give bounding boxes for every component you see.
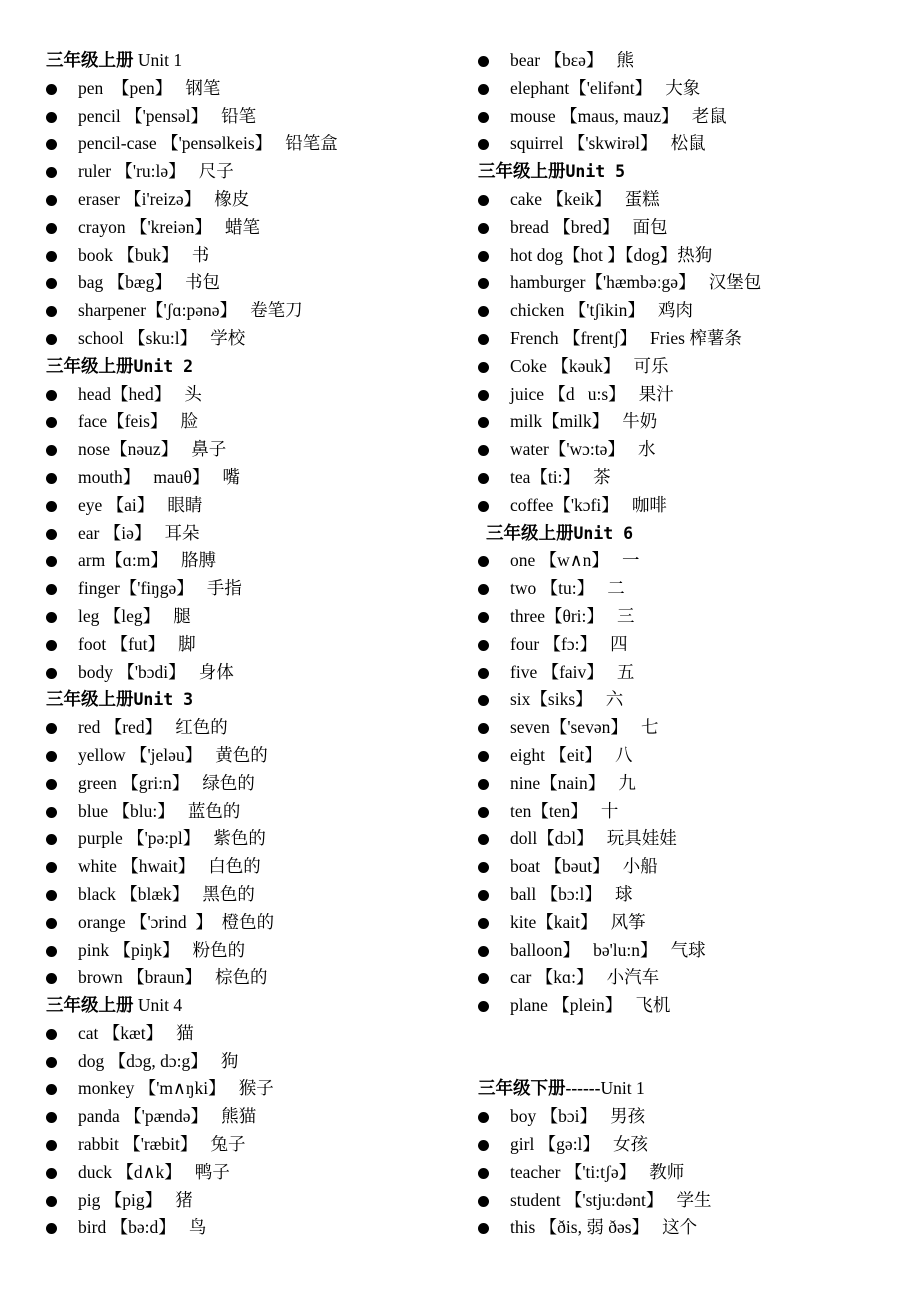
vocab-item-text: face【feis】 脸: [78, 411, 199, 432]
vocab-item-text: red 【red】 红色的: [78, 717, 228, 738]
vocab-column-right: [478, 47, 908, 1242]
bullet-icon: [46, 1029, 57, 1040]
bullet-icon: [46, 918, 57, 929]
vocab-item: [478, 242, 908, 270]
bullet-icon: [478, 306, 489, 317]
bullet-icon: [478, 501, 489, 512]
vocab-item: [478, 47, 908, 75]
unit-heading: [478, 1075, 908, 1103]
vocab-item-text: girl 【gə:l】 女孩: [510, 1134, 649, 1155]
bullet-icon: [46, 973, 57, 984]
vocab-item-text: boy 【bɔi】 男孩: [510, 1106, 646, 1127]
vocab-item: [46, 242, 466, 270]
vocab-item: [46, 1020, 466, 1048]
bullet-icon: [46, 890, 57, 901]
vocab-item: [46, 103, 466, 131]
vocab-item-text: ear 【iə】 耳朵: [78, 522, 200, 543]
bullet-icon: [46, 723, 57, 734]
vocab-item-text: ball 【bɔ:l】 球: [510, 883, 633, 904]
unit-heading-grade: 三年级上册: [46, 995, 134, 1016]
bullet-icon: [46, 862, 57, 873]
vocab-item-text: milk【milk】 牛奶: [510, 411, 658, 432]
vocab-item-text: elephant【'elifənt】 大象: [510, 77, 701, 98]
vocab-item-text: kite【kait】 风筝: [510, 911, 646, 932]
vocab-item-text: bear 【bεə】 熊: [510, 50, 634, 70]
vocab-item: [46, 1131, 466, 1159]
vocab-item-text: leg 【leg】 腿: [78, 605, 191, 626]
vocab-item: [46, 214, 466, 242]
bullet-icon: [46, 390, 57, 401]
vocab-item: [478, 408, 908, 436]
bullet-icon: [478, 862, 489, 873]
vocab-item-text: one 【w∧n】 一: [510, 550, 640, 571]
bullet-icon: [46, 278, 57, 289]
vocab-item: [478, 853, 908, 881]
vocab-item: [478, 937, 908, 965]
bullet-icon: [46, 445, 57, 456]
bullet-icon: [478, 1140, 489, 1151]
vocab-item-text: pig 【pig】 猪: [78, 1189, 193, 1210]
vocab-item-text: student 【'stju:dənt】 学生: [510, 1189, 712, 1210]
bullet-icon: [46, 1057, 57, 1068]
vocab-item: [46, 1103, 466, 1131]
unit-heading-grade: 三年级上册: [46, 50, 134, 70]
vocab-item: [46, 269, 466, 297]
vocab-item-text: pencil 【'pensəl】 铅笔: [78, 105, 257, 126]
vocab-item-text: plane 【plein】 飞机: [510, 995, 671, 1016]
vocab-item-text: finger【'fiŋgə】 手指: [78, 578, 242, 599]
vocab-item-text: sharpener【'ʃɑ:pənə】 卷笔刀: [78, 300, 303, 321]
vocab-item: [46, 825, 466, 853]
bullet-icon: [478, 890, 489, 901]
bullet-icon: [46, 946, 57, 957]
bullet-icon: [46, 417, 57, 428]
vocab-item: [478, 130, 908, 158]
vocab-item-text: book 【buk】 书: [78, 244, 210, 265]
vocab-item: [478, 1131, 908, 1159]
bullet-icon: [478, 56, 489, 67]
vocab-item: [478, 659, 908, 687]
vocab-item: [46, 770, 466, 798]
vocab-item-text: coffee【'kɔfi】 咖啡: [510, 494, 667, 515]
vocab-item: [478, 686, 908, 714]
vocab-item: [478, 964, 908, 992]
bullet-icon: [46, 779, 57, 790]
vocab-item: [46, 75, 466, 103]
vocab-item-text: nose【nəuz】 鼻子: [78, 439, 227, 460]
vocab-item: [478, 353, 908, 381]
vocab-item: [478, 909, 908, 937]
bullet-icon: [46, 473, 57, 484]
vocab-item: [46, 381, 466, 409]
vocab-item: [46, 130, 466, 158]
vocab-item-text: arm【ɑ:m】 胳膊: [78, 550, 216, 571]
vocab-item-text: monkey 【'm∧ŋki】 猴子: [78, 1078, 274, 1099]
bullet-icon: [478, 668, 489, 679]
bullet-icon: [46, 1084, 57, 1095]
vocab-item: [46, 742, 466, 770]
vocab-item-text: water【'wɔ:tə】 水: [510, 439, 656, 460]
vocab-item: [478, 186, 908, 214]
vocab-item-text: six【siks】 六: [510, 689, 624, 710]
bullet-icon: [46, 167, 57, 178]
vocab-item-text: pen 【pen】 钢笔: [78, 77, 221, 98]
vocab-item-text: bird 【bə:d】 鸟: [78, 1217, 207, 1238]
vocab-item: [478, 547, 908, 575]
vocab-item: [46, 631, 466, 659]
vocab-item-text: orange 【'ɔrind 】 橙色的: [78, 911, 275, 932]
bullet-icon: [478, 584, 489, 595]
vocab-item: [46, 964, 466, 992]
vocab-item: [478, 297, 908, 325]
vocab-item: [46, 547, 466, 575]
vocab-item-text: four 【fɔ:】 四: [510, 633, 628, 654]
bullet-icon: [46, 251, 57, 262]
vocab-item-text: school 【sku:l】 学校: [78, 327, 246, 348]
bullet-icon: [478, 556, 489, 567]
bullet-icon: [46, 1112, 57, 1123]
bullet-icon: [46, 751, 57, 762]
bullet-icon: [478, 1168, 489, 1179]
vocab-item-text: ruler 【'ru:lə】 尺子: [78, 161, 234, 182]
bullet-icon: [46, 1140, 57, 1151]
unit-heading-unit: Unit 1: [133, 50, 183, 70]
vocab-item: [46, 937, 466, 965]
bullet-icon: [478, 1001, 489, 1012]
vocab-item: [46, 1159, 466, 1187]
vocab-item-text: blue 【blu:】 蓝色的: [78, 800, 241, 821]
unit-heading: [46, 353, 466, 381]
vocab-item-text: crayon 【'kreiən】 蜡笔: [78, 216, 260, 237]
vocab-item-text: doll【dɔl】 玩具娃娃: [510, 828, 677, 849]
bullet-icon: [46, 556, 57, 567]
unit-heading-grade: 三年级上册: [486, 522, 574, 543]
bullet-icon: [478, 251, 489, 262]
bullet-icon: [46, 195, 57, 206]
vocab-item: [46, 909, 466, 937]
vocab-item-text: bag 【bæg】 书包: [78, 272, 220, 293]
vocab-item-text: nine【nain】 九: [510, 772, 636, 793]
bullet-icon: [46, 1223, 57, 1234]
bullet-icon: [478, 112, 489, 123]
vocab-item: [478, 881, 908, 909]
vocab-item: [46, 575, 466, 603]
vocab-item: [46, 325, 466, 353]
vocab-item: [46, 853, 466, 881]
bullet-icon: [478, 946, 489, 957]
unit-heading: [46, 686, 466, 714]
vocab-item-text: chicken 【'tʃikin】 鸡肉: [510, 300, 693, 321]
vocab-item: [46, 659, 466, 687]
bullet-icon: [478, 1196, 489, 1207]
vocab-item: [478, 325, 908, 353]
bullet-icon: [46, 807, 57, 818]
vocab-item: [46, 464, 466, 492]
bullet-icon: [478, 612, 489, 623]
unit-heading-grade: 三年级上册: [478, 161, 566, 182]
unit-heading: [46, 992, 466, 1020]
vocab-item-text: seven【'sevən】 七: [510, 717, 659, 738]
vocab-item-text: purple 【'pə:pl】 紫色的: [78, 828, 266, 849]
bullet-icon: [46, 306, 57, 317]
vocab-item-text: rabbit 【'ræbit】 兔子: [78, 1134, 246, 1155]
vocab-item: [46, 603, 466, 631]
bullet-icon: [46, 1196, 57, 1207]
vocab-item-text: hot dog【hot 】【dog】热狗: [510, 244, 713, 265]
bullet-icon: [478, 84, 489, 95]
unit-heading-grade: 三年级下册------: [478, 1078, 601, 1099]
vocab-item: [46, 158, 466, 186]
vocab-item: [46, 1075, 466, 1103]
vocab-item-text: hamburger【'hæmbəːgə】 汉堡包: [510, 272, 762, 293]
vocab-item-text: squirrel 【'skwirəl】 松鼠: [510, 133, 706, 154]
vocab-item: [478, 464, 908, 492]
bullet-icon: [478, 695, 489, 706]
bullet-icon: [46, 668, 57, 679]
vocab-item-text: dog 【dɔg, dɔ:g】 狗: [78, 1050, 239, 1071]
bullet-icon: [478, 973, 489, 984]
vocab-item: [478, 1159, 908, 1187]
vocab-item-text: green 【gri:n】 绿色的: [78, 772, 255, 793]
unit-heading-unit: Unit 5: [565, 162, 626, 182]
vocab-item: [46, 408, 466, 436]
vocab-item-text: mouth】 mauθ】 嘴: [78, 466, 240, 487]
vocab-item: [478, 825, 908, 853]
vocab-item: [478, 992, 908, 1020]
bullet-icon: [478, 390, 489, 401]
vocab-item: [46, 520, 466, 548]
vocab-item: [46, 436, 466, 464]
vocab-item: [478, 798, 908, 826]
bullet-icon: [478, 807, 489, 818]
bullet-icon: [478, 334, 489, 345]
vocab-item: [46, 1214, 466, 1242]
vocab-item: [46, 492, 466, 520]
vocab-item-text: cake 【keik】 蛋糕: [510, 188, 660, 209]
bullet-icon: [478, 473, 489, 484]
bullet-icon: [478, 195, 489, 206]
unit-heading: [478, 158, 908, 186]
vocab-item-text: body 【'bɔdi】 身体: [78, 661, 234, 682]
vocab-item-text: pink 【piŋk】 粉色的: [78, 939, 246, 960]
vocab-item-text: this 【ðis, 弱 ðəs】 这个: [510, 1217, 698, 1238]
vocab-item-text: boat 【bəut】 小船: [510, 856, 658, 877]
vocab-item-text: tea【ti:】 茶: [510, 466, 611, 487]
bullet-icon: [46, 612, 57, 623]
vocab-item-text: head【hed】 头: [78, 383, 202, 404]
vocab-item-text: teacher 【'ti:tʃə】 教师: [510, 1161, 685, 1182]
bullet-icon: [478, 751, 489, 762]
vocab-item: [478, 770, 908, 798]
vocab-item: [478, 714, 908, 742]
unit-heading-unit: Unit 4: [133, 995, 183, 1016]
vocab-item: [478, 1103, 908, 1131]
bullet-icon: [478, 445, 489, 456]
unit-heading-grade: 三年级上册: [46, 355, 134, 376]
vocab-item-text: brown 【braun】 棕色的: [78, 967, 268, 988]
vocab-item-text: ten【ten】 十: [510, 800, 619, 821]
vocab-item-text: foot 【fut】 脚: [78, 633, 196, 654]
vocab-item: [478, 381, 908, 409]
vocab-item: [478, 631, 908, 659]
bullet-icon: [46, 334, 57, 345]
bullet-icon: [478, 918, 489, 929]
vocab-item: [46, 714, 466, 742]
vocab-item: [478, 75, 908, 103]
vocab-item-text: French 【frentʃ】 Fries 榨薯条: [510, 327, 742, 348]
vocab-item: [478, 603, 908, 631]
vocab-item: [46, 1187, 466, 1215]
vocab-item: [478, 1187, 908, 1215]
unit-heading-grade: 三年级上册: [46, 689, 134, 710]
spacer: [478, 1020, 908, 1076]
vocab-item-text: two 【tu:】 二: [510, 578, 625, 599]
vocab-item: [478, 103, 908, 131]
vocab-item: [478, 269, 908, 297]
vocab-item: [478, 575, 908, 603]
vocab-item: [478, 1214, 908, 1242]
bullet-icon: [46, 112, 57, 123]
vocab-item-text: cat 【kæt】 猫: [78, 1022, 194, 1043]
bullet-icon: [46, 501, 57, 512]
unit-heading-unit: Unit 3: [133, 690, 194, 710]
vocab-item: [478, 214, 908, 242]
vocab-item: [46, 297, 466, 325]
vocab-item-text: white 【hwait】 白色的: [78, 856, 261, 877]
bullet-icon: [46, 1168, 57, 1179]
bullet-icon: [46, 834, 57, 845]
vocab-item: [46, 1048, 466, 1076]
bullet-icon: [478, 362, 489, 373]
vocab-item-text: Coke 【kəuk】 可乐: [510, 355, 669, 376]
vocab-item-text: bread 【bred】 面包: [510, 216, 668, 237]
vocab-item: [478, 492, 908, 520]
unit-heading-unit: Unit 1: [600, 1078, 645, 1099]
unit-heading: [478, 520, 908, 548]
vocab-item-text: eight 【eit】 八: [510, 744, 633, 765]
vocab-item-text: yellow 【'jeləu】 黄色的: [78, 744, 268, 765]
bullet-icon: [478, 278, 489, 289]
bullet-icon: [46, 529, 57, 540]
vocab-item-text: balloon】 bə'lu:n】 气球: [510, 939, 706, 960]
vocab-item-text: eraser 【i'reizə】 橡皮: [78, 188, 250, 209]
unit-heading: [46, 47, 466, 75]
bullet-icon: [478, 417, 489, 428]
vocab-item-text: three【θri:】 三: [510, 605, 635, 626]
unit-heading-unit: Unit 2: [133, 356, 194, 376]
bullet-icon: [46, 640, 57, 651]
vocab-column-left: [46, 47, 466, 1242]
bullet-icon: [478, 1223, 489, 1234]
vocab-item-text: car 【kɑ:】 小汽车: [510, 967, 660, 988]
bullet-icon: [46, 223, 57, 234]
bullet-icon: [46, 584, 57, 595]
bullet-icon: [478, 640, 489, 651]
bullet-icon: [478, 1112, 489, 1123]
vocab-item-text: five 【faiv】 五: [510, 661, 635, 682]
bullet-icon: [478, 139, 489, 150]
bullet-icon: [46, 139, 57, 150]
vocab-item-text: mouse 【maus, mauz】 老鼠: [510, 105, 727, 126]
vocab-item-text: juice 【d u:s】 果汁: [510, 383, 674, 404]
vocab-item: [478, 742, 908, 770]
vocab-item: [46, 186, 466, 214]
vocab-item-text: eye 【ai】 眼睛: [78, 494, 203, 515]
bullet-icon: [478, 223, 489, 234]
vocab-item: [46, 881, 466, 909]
vocab-item-text: pencil-case 【'pensəlkeis】 铅笔盒: [78, 133, 338, 154]
bullet-icon: [478, 723, 489, 734]
bullet-icon: [478, 834, 489, 845]
vocab-item-text: panda 【'pændə】 熊猫: [78, 1106, 257, 1127]
bullet-icon: [478, 779, 489, 790]
unit-heading-unit: Unit 6: [573, 523, 634, 543]
bullet-icon: [46, 84, 57, 95]
vocab-item-text: duck 【d∧k】 鸭子: [78, 1161, 230, 1182]
vocab-item: [478, 436, 908, 464]
vocab-item-text: black 【blæk】 黑色的: [78, 883, 255, 904]
vocab-item: [46, 798, 466, 826]
